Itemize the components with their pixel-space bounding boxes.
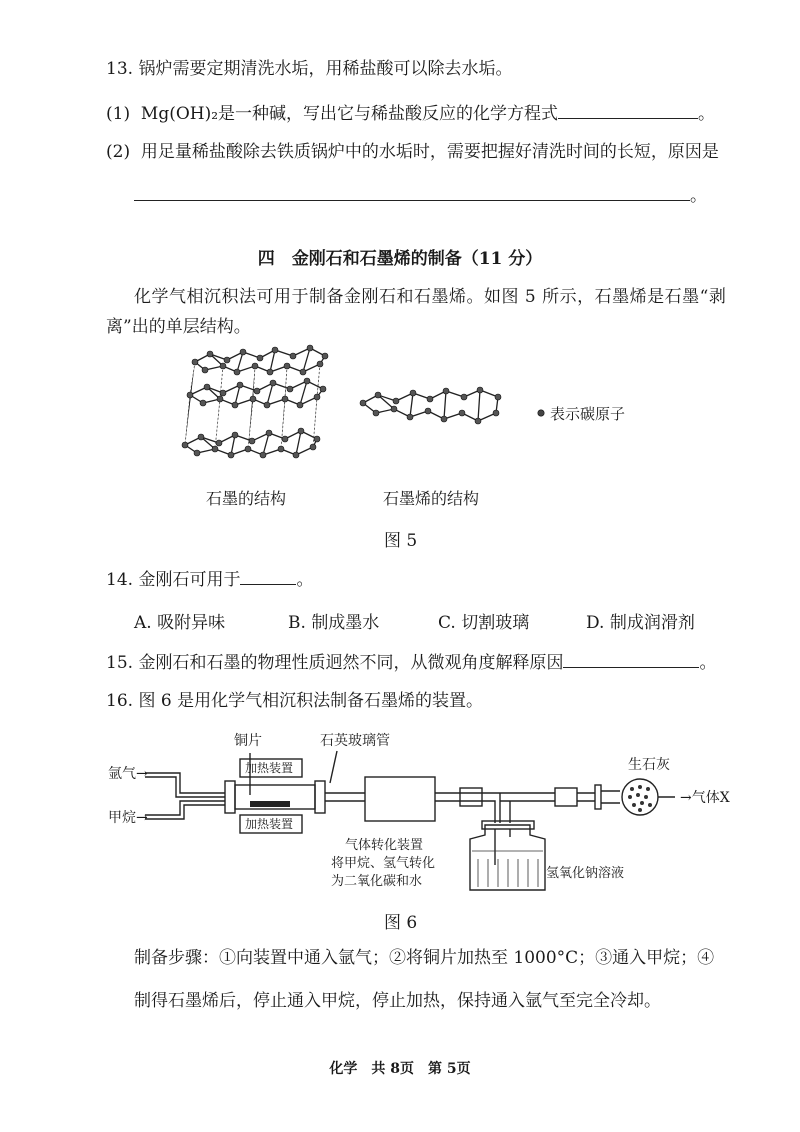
label-converter-3: 为二氧化碳和水 <box>331 874 423 889</box>
figure5-caption: 图 5 <box>384 531 418 551</box>
q13-part2-answer-row: 。 <box>134 182 707 207</box>
q13-part1: (1) Mg(OH)₂是一种碱，写出它与稀盐酸反应的化学方程式 。 <box>106 100 715 125</box>
q13-part2 <box>106 141 719 163</box>
carbon-atom-legend-label: 表示碳原子 <box>550 405 626 423</box>
graphite-structure-diagram <box>175 340 335 470</box>
q14-answer-blank[interactable] <box>240 566 296 585</box>
q13-part2-answer-blank[interactable] <box>134 182 690 201</box>
steps-line2: 制得石墨烯后，停止通入甲烷，停止加热，保持通入氩气至完全冷却。 <box>134 991 661 1011</box>
graphene-caption: 石墨烯的结构 <box>383 489 480 508</box>
graphene-structure-diagram <box>358 388 508 438</box>
q14-stem: 14. 金刚石可用于 。 <box>106 566 313 591</box>
label-quartz-tube: 石英玻璃管 <box>320 733 390 749</box>
figure6-caption: 图 6 <box>384 913 418 933</box>
label-copper: 铜片 <box>234 733 262 749</box>
q14-option-a[interactable]: A. 吸附异味 <box>134 613 226 633</box>
label-naoh-solution: 氢氧化钠溶液 <box>546 866 625 881</box>
label-converter-1: 气体转化装置 <box>345 838 424 853</box>
q13-part1-label: (1) <box>106 104 131 124</box>
page-footer: 化学 共 8页 第 5页 <box>329 1061 471 1077</box>
q15: 15. 金刚石和石墨的物理性质迥然不同，从微观角度解释原因 。 <box>106 649 716 674</box>
q13-part2-label: (2) <box>106 142 131 162</box>
label-heater-bottom: 加热装置 <box>245 817 294 831</box>
q16: 16. 图 6 是用化学气相沉积法制备石墨烯的装置。 <box>106 691 484 711</box>
q13-part1-text: Mg(OH)₂是一种碱，写出它与稀盐酸反应的化学方程式 <box>140 104 559 124</box>
q13-part2-text: 用足量稀盐酸除去铁质锅炉中的水垢时，需要把握好清洗时间的长短，原因是 <box>140 142 719 162</box>
q14-option-b[interactable]: B. 制成墨水 <box>288 613 380 633</box>
section-intro-line2: 离”出的单层结构。 <box>106 317 251 337</box>
label-heater-top: 加热装置 <box>245 761 294 775</box>
label-gas-x: →气体X <box>680 790 730 806</box>
label-methane: 甲烷→ <box>108 810 148 826</box>
steps-line1: 制备步骤：①向装置中通入氩气；②将铜片加热至 1000°C；③通入甲烷；④ <box>134 948 715 968</box>
label-converter-2: 将甲烷、氢气转化 <box>331 856 436 871</box>
q14-option-d[interactable]: D. 制成润滑剂 <box>586 613 695 633</box>
label-quicklime: 生石灰 <box>628 757 670 773</box>
graphite-caption: 石墨的结构 <box>206 489 287 508</box>
label-argon: 氩气→ <box>108 766 148 782</box>
q14-option-c[interactable]: C. 切割玻璃 <box>438 613 530 633</box>
q13-part1-answer-blank[interactable] <box>558 100 698 119</box>
carbon-atom-legend-icon <box>536 408 546 418</box>
section-intro-line1: 化学气相沉积法可用于制备金刚石和石墨烯。如图 5 所示，石墨烯是石墨“剥 <box>134 287 727 307</box>
q15-answer-blank[interactable] <box>563 649 699 668</box>
q13-stem: 13. 锅炉需要定期清洗水垢，用稀盐酸可以除去水垢。 <box>106 59 513 79</box>
section-title: 四 金刚石和石墨烯的制备（11 分） <box>257 249 543 269</box>
